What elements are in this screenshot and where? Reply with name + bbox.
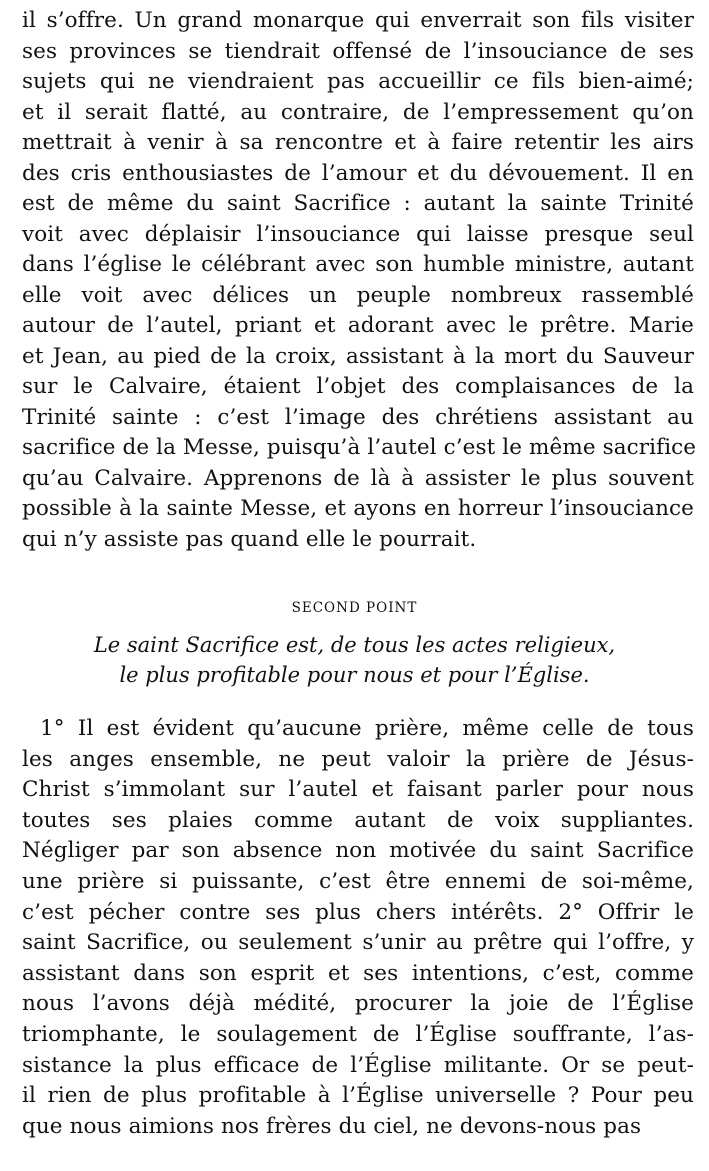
- text-line: sistance la plus efficace de l’Église militante. Or se peut-: [22, 1052, 694, 1078]
- section-subtitle-line-1: Le saint Sacrifice est, de tous les actes religieux,: [93, 633, 616, 657]
- text-line: qu’au Calvaire. Apprenons de là à assister le plus souvent: [22, 465, 694, 491]
- text-line: c’est pécher contre ses plus chers intérêts. 2° Offrir le: [22, 899, 694, 925]
- text-line: mettrait à venir à sa rencontre et à faire retentir les airs: [22, 130, 694, 155]
- text-line: sacrifice de la Messe, puisqu’à l’autel c’est le même sacrifice: [22, 435, 697, 460]
- text-line: voit avec déplaisir l’insouciance qui laisse presque seul: [22, 221, 694, 247]
- text-line: et Jean, au pied de la croix, assistant à la mort du Sauveur: [22, 343, 694, 369]
- text-line: il s’offre. Un grand monarque qui enverrait son fils visiter: [22, 8, 694, 33]
- section-subtitle-line-2: le plus profitable pour nous et pour l’Église.: [119, 663, 590, 687]
- text-line: dans l’église le célébrant avec son humble ministre, autant: [22, 252, 694, 277]
- text-line: est de même du saint Sacrifice : autant la sainte Trinité: [22, 191, 694, 216]
- text-line: il rien de plus profitable à l’Église universelle ? Pour peu: [22, 1083, 694, 1109]
- text-line: une prière si puissante, c’est être ennemi de soi-même,: [22, 869, 694, 894]
- text-line: nous l’avons déjà médité, procurer la joie de l’Église: [22, 991, 694, 1017]
- text-line: Christ s’immolant sur l’autel et faisant parler pour nous: [22, 777, 694, 803]
- text-line: Trinité sainte : c’est l’image des chrétiens assistant au: [22, 404, 694, 430]
- text-line: sujets qui ne viendraient pas accueillir ce fils bien-aimé;: [22, 69, 694, 94]
- text-line: assistant dans son esprit et ses intentions, c’est, comme: [22, 960, 694, 986]
- text-line: qui n’y assiste pas quand elle le pourrait.: [22, 526, 477, 552]
- text-line: les anges ensemble, ne peut valoir la prière de Jésus-: [22, 746, 694, 772]
- text-line: et il serait flatté, au contraire, de l’empressement qu’on: [22, 99, 694, 125]
- text-line: toutes ses plaies comme autant de voix suppliantes.: [22, 807, 694, 833]
- text-line: triomphante, le soulagement de l’Église souffrante, l’as-: [22, 1022, 694, 1047]
- text-line: saint Sacrifice, ou seulement s’unir au prêtre qui l’offre, y: [22, 930, 694, 956]
- text-line: autour de l’autel, priant et adorant avec le prêtre. Marie: [22, 313, 694, 338]
- text-line: des cris enthousiastes de l’amour et du dévouement. Il en: [22, 160, 694, 186]
- text-line: sur le Calvaire, étaient l’objet des complaisances de la: [22, 374, 694, 399]
- text-line: que nous aimions nos frères du ciel, ne devons-nous pas: [22, 1113, 642, 1139]
- text-line: possible à la sainte Messe, et ayons en horreur l’insouciance: [22, 496, 694, 521]
- text-line: 1° Il est évident qu’aucune prière, même celle de tous: [40, 716, 694, 741]
- text-line: elle voit avec délices un peuple nombreux rassemblé: [22, 282, 694, 308]
- text-line: Négliger par son absence non motivée du saint Sacrifice: [22, 838, 694, 864]
- text-line: ses provinces se tiendrait offensé de l’insouciance de ses: [22, 38, 694, 64]
- section-heading: SECOND POINT: [291, 600, 418, 616]
